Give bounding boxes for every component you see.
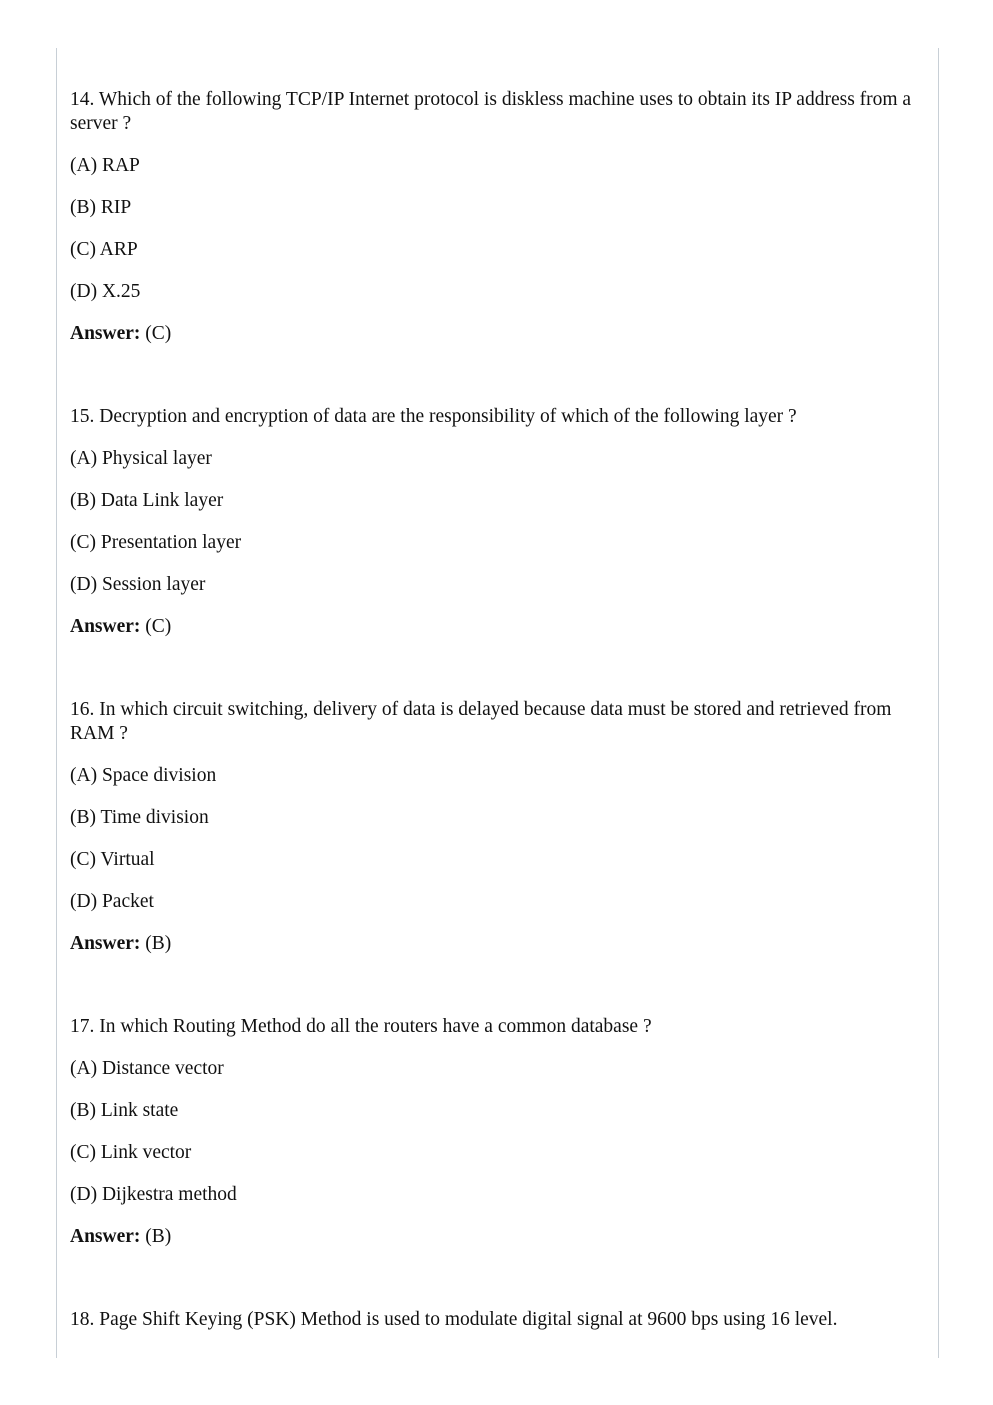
option-c: (C) Presentation layer — [70, 532, 242, 553]
option-c: (C) Virtual — [70, 849, 155, 870]
page-right-border — [938, 48, 939, 1358]
option-a: (A) Distance vector — [70, 1058, 224, 1079]
option-a: (A) Space division — [70, 765, 217, 786]
question-15 — [70, 405, 928, 639]
question-16 — [70, 698, 928, 956]
option-a: (A) RAP — [70, 155, 140, 176]
answer-line — [70, 322, 928, 346]
answer-label: Answer: — [70, 323, 141, 344]
option-d: (D) X.25 — [70, 281, 141, 302]
option-c: (C) ARP — [70, 239, 138, 260]
answer-value: (B) — [145, 1226, 172, 1247]
option-d: (D) Packet — [70, 891, 154, 912]
question-text: 17. In which Routing Method do all the routers have a common database ? — [70, 1016, 652, 1037]
answer-line — [70, 1225, 928, 1249]
question-text: 16. In which circuit switching, delivery of data is delayed because data must be stored and retrieved from RAM ? — [70, 699, 892, 744]
answer-line — [70, 615, 928, 639]
option-b: (B) Link state — [70, 1100, 179, 1121]
option-d: (D) Dijkestra method — [70, 1184, 237, 1205]
question-14 — [70, 88, 928, 346]
answer-value: (B) — [145, 933, 172, 954]
answer-line — [70, 932, 928, 956]
option-b: (B) Data Link layer — [70, 490, 224, 511]
option-c: (C) Link vector — [70, 1142, 192, 1163]
question-text: 15. Decryption and encryption of data are the responsibility of which of the following layer ? — [70, 406, 797, 427]
answer-value: (C) — [145, 616, 172, 637]
question-list — [70, 88, 928, 1350]
option-b: (B) Time division — [70, 807, 209, 828]
option-d: (D) Session layer — [70, 574, 206, 595]
answer-label: Answer: — [70, 1226, 141, 1247]
answer-label: Answer: — [70, 933, 141, 954]
page-left-border — [56, 48, 57, 1358]
question-text: 14. Which of the following TCP/IP Internet protocol is diskless machine uses to obtain its IP address from a server ? — [70, 89, 912, 134]
answer-label: Answer: — [70, 616, 141, 637]
option-a: (A) Physical layer — [70, 448, 212, 469]
question-18 — [70, 1308, 928, 1332]
question-17 — [70, 1015, 928, 1249]
answer-value: (C) — [145, 323, 172, 344]
option-b: (B) RIP — [70, 197, 132, 218]
question-text: 18. Page Shift Keying (PSK) Method is used to modulate digital signal at 9600 bps using 16 level. — [70, 1309, 838, 1330]
